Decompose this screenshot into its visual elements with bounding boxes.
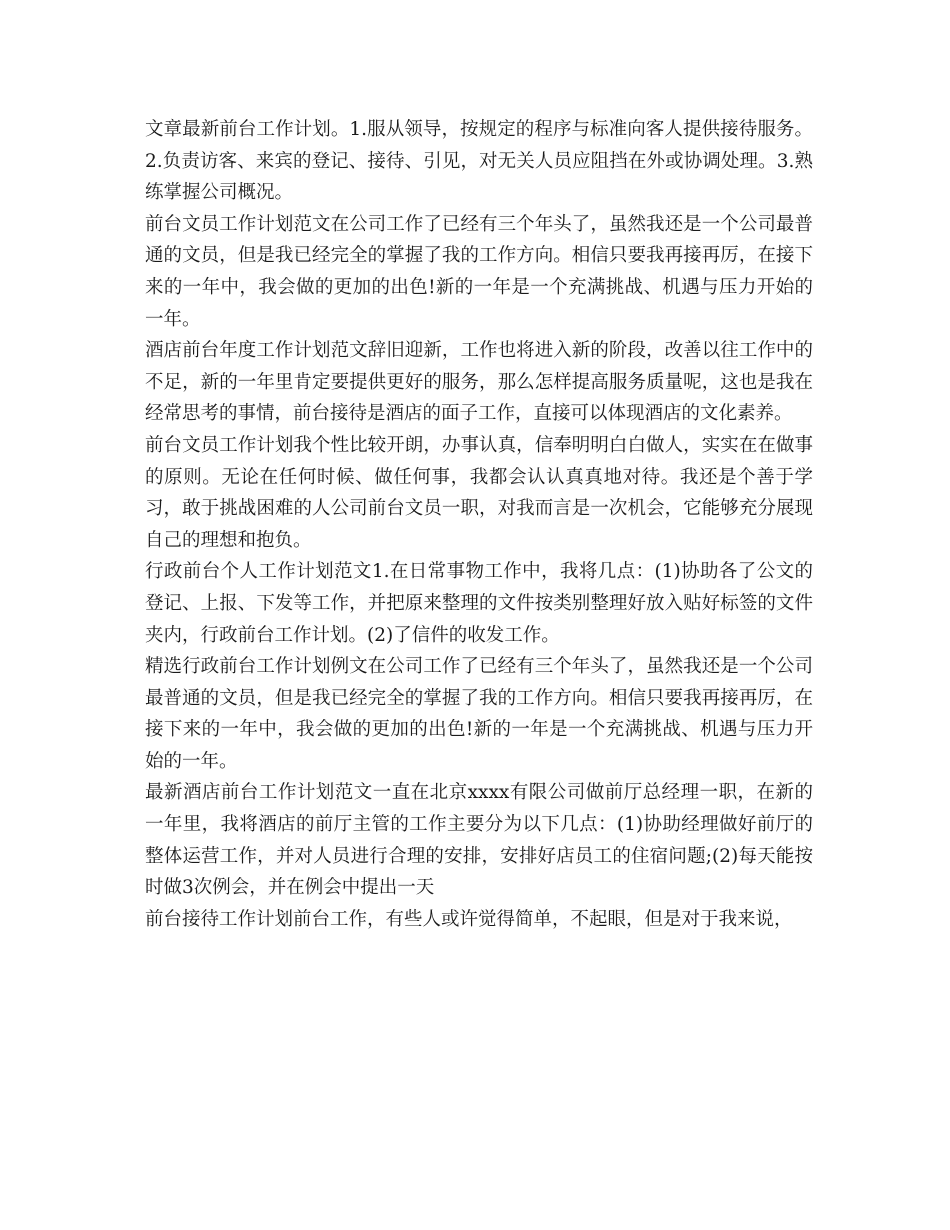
paragraph-admin-personal-plan: 行政前台个人工作计划范文1.在日常事物工作中，我将几点：(1)协助各了公文的登记、上报、下发等工作，并把原来整理的文件按类别整理好放入贴好标签的文件夹内，行政前台工作计划。(2)了信件的收发工作。	[145, 561, 813, 646]
document-body	[145, 114, 813, 935]
paragraph-hotel-annual-plan: 酒店前台年度工作计划范文辞旧迎新，工作也将进入新的阶段，改善以往工作中的不足，新的一年里肯定要提供更好的服务，那么怎样提高服务质量呢，这也是我在经常思考的事情，前台接待是酒店的面子工作，直接可以体现酒店的文化素养。	[145, 340, 813, 425]
paragraph-admin-plan-example: 精选行政前台工作计划例文在公司工作了已经有三个年头了，虽然我还是一个公司最普通的文员，但是我已经完全的掌握了我的工作方向。相信只要我再接再厉，在接下来的一年中，我会做的更加的出色!新的一年是一个充满挑战、机遇与压力开始的一年。	[145, 656, 813, 772]
paragraph-reception-plan: 前台接待工作计划前台工作，有些人或许觉得简单，不起眼，但是对于我来说，	[145, 908, 793, 930]
paragraph-clerk-plan: 前台文员工作计划范文在公司工作了已经有三个年头了，虽然我还是一个公司最普通的文员，但是我已经完全的掌握了我的工作方向。相信只要我再接再厉，在接下来的一年中，我会做的更加的出色!新的一年是一个充满挑战、机遇与压力开始的一年。	[145, 213, 813, 330]
paragraph-clerk-personality: 前台文员工作计划我个性比较开朗，办事认真，信奉明明白白做人，实实在在做事的原则。无论在任何时候、做任何事，我都会认认真真地对待。我还是个善于学习，敢于挑战困难的人公司前台文员一职，对我而言是一次机会，它能够充分展现自己的理想和抱负。	[145, 434, 813, 551]
paragraph-hotel-latest-plan: 最新酒店前台工作计划范文一直在北京xxxx有限公司做前厅总经理一职，在新的一年里，我将酒店的前厅主管的工作主要分为以下几点：(1)协助经理做好前厅的整体运营工作，并对人员进行合理的安排，安排好店员工的住宿问题;(2)每天能按时做3次例会，并在例会中提出一天	[145, 782, 813, 899]
paragraph-front-desk-plan: 文章最新前台工作计划。1.服从领导，按规定的程序与标准向客人提供接待服务。2.负责访客、来宾的登记、接待、引见，对无关人员应阻挡在外或协调处理。3.熟练掌握公司概况。	[145, 119, 813, 204]
